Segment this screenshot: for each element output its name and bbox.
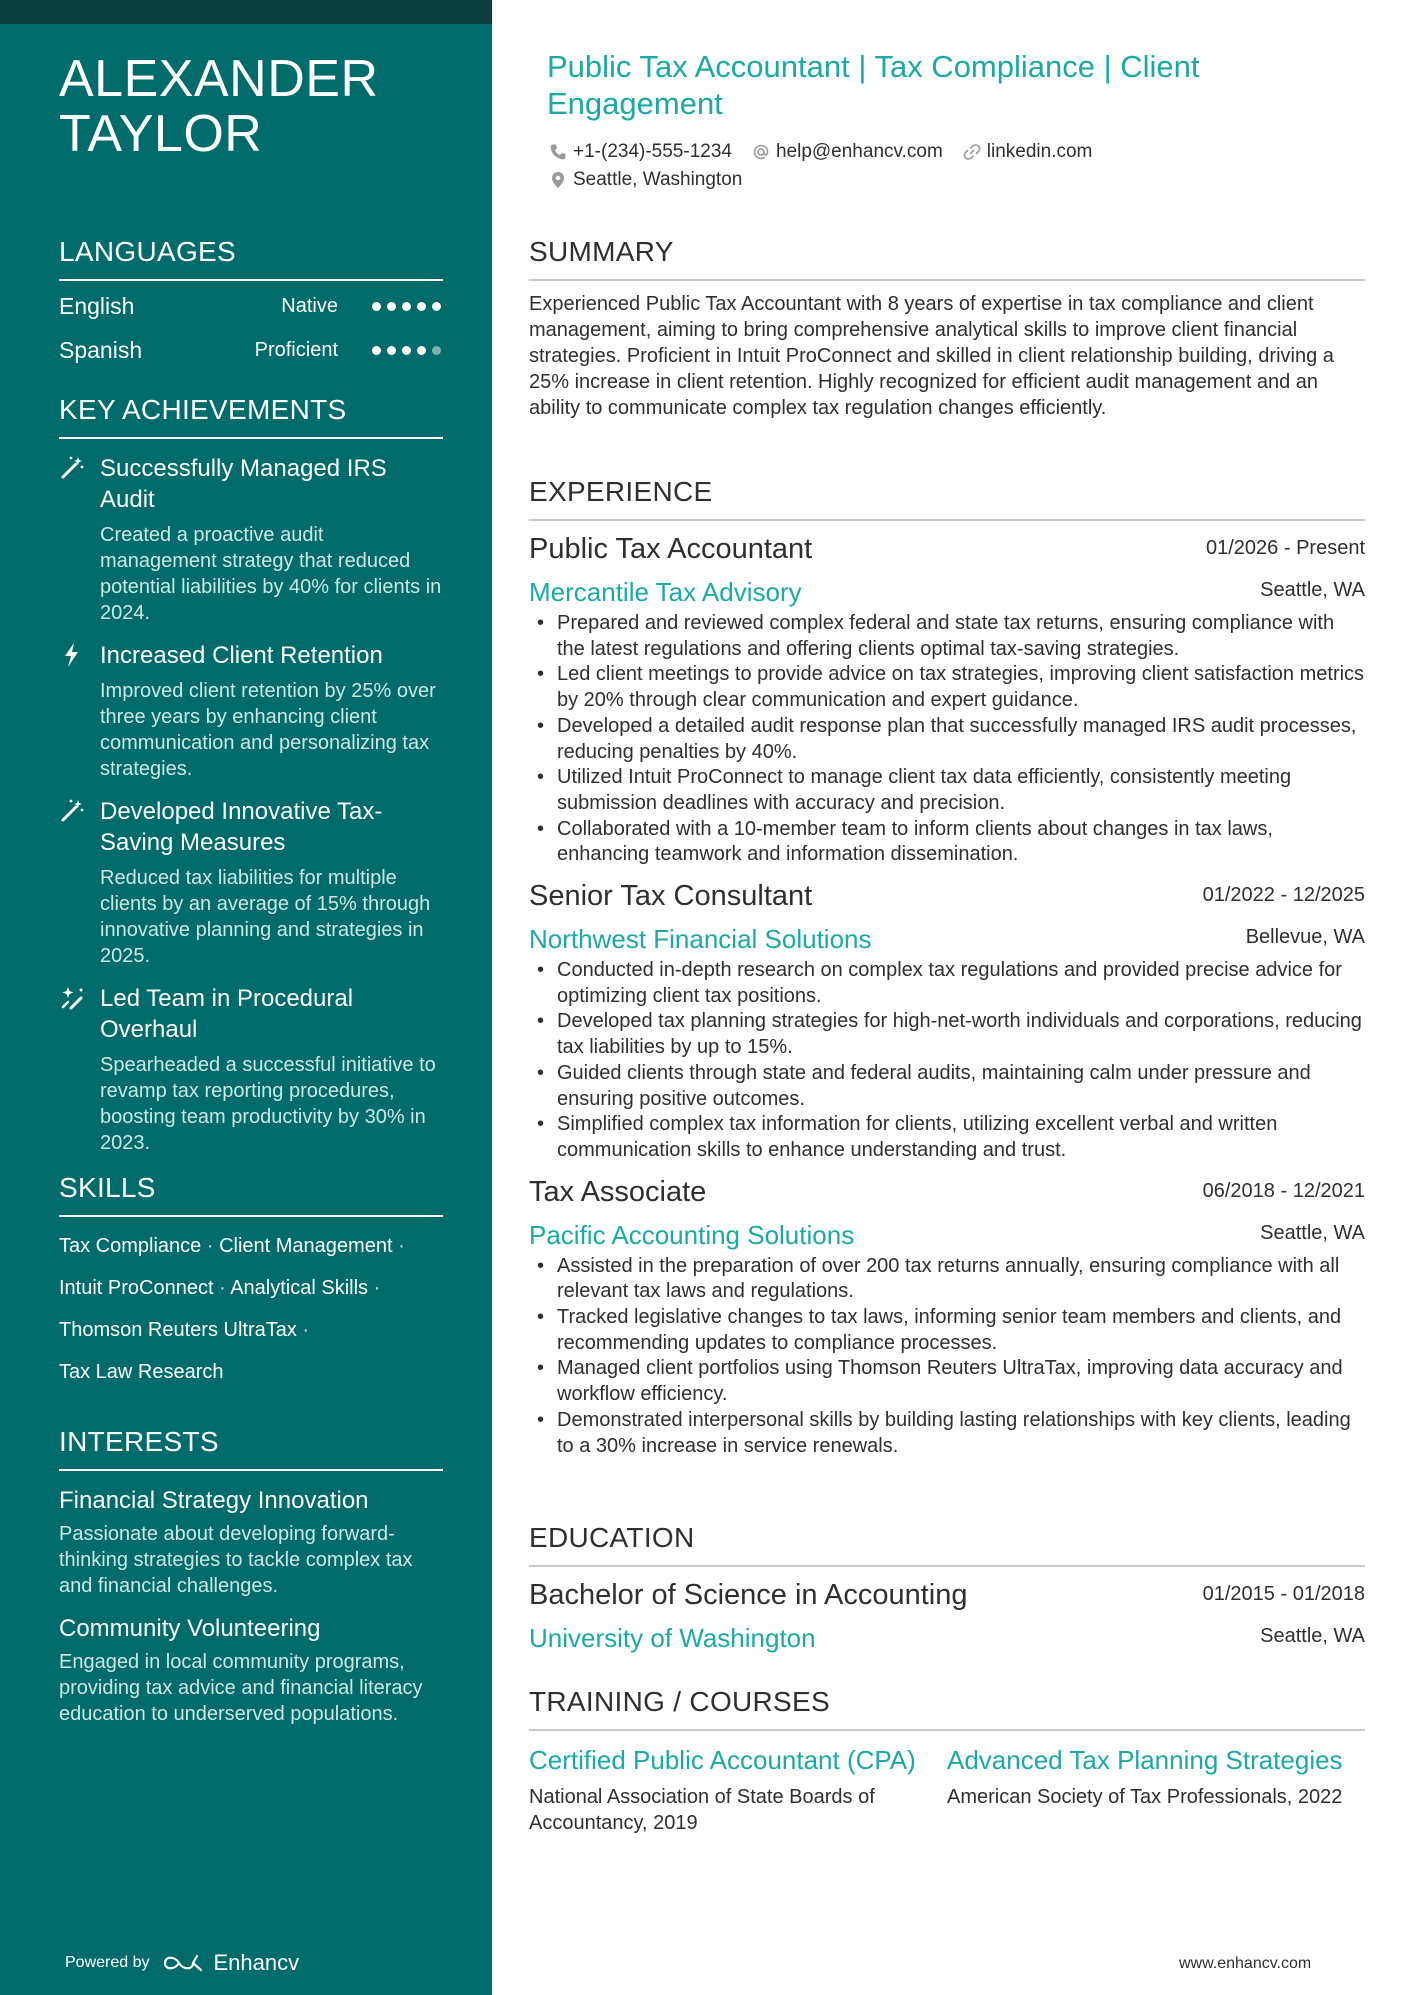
experience-section xyxy=(529,476,1365,1459)
at-icon xyxy=(752,143,770,161)
education-heading: EDUCATION xyxy=(529,1522,1365,1567)
languages-section xyxy=(59,236,443,371)
bullet-item: • Assisted in the preparation of over 200 tax returns annually, ensuring compliance with all relevant tax laws and regulations. xyxy=(535,1254,1365,1305)
interest-desc: Engaged in local community programs, providing tax advice and financial literacy education to underserved populations. xyxy=(59,1651,423,1725)
experience-heading: EXPERIENCE xyxy=(529,476,1365,521)
bullet-item: • Tracked legislative changes to tax laws, informing senior team members and clients, and recommending updates to compliance processes. xyxy=(535,1305,1365,1356)
achievements-heading: KEY ACHIEVEMENTS xyxy=(59,394,443,439)
job-title: Public Tax Accountant xyxy=(529,533,813,565)
achievement-title: Led Team in Procedural Overhaul xyxy=(100,985,354,1043)
interests-heading: INTERESTS xyxy=(59,1426,443,1471)
education-section xyxy=(529,1522,1365,1657)
school-location: Seattle, WA xyxy=(1260,1625,1365,1647)
bullet-item: • Prepared and reviewed complex federal and state tax returns, ensuring compliance with the latest regulations and offering clients optimal tax-saving strategies. xyxy=(535,611,1365,662)
rating-dot xyxy=(417,302,426,311)
headline: Public Tax Accountant | Tax Compliance | Client Engagement xyxy=(547,49,1200,121)
powered-by-label: Powered by xyxy=(65,1954,150,1971)
company-name: Northwest Financial Solutions xyxy=(529,924,872,955)
achievement-title: Developed Innovative Tax-Saving Measures xyxy=(100,798,383,856)
course-title: Certified Public Accountant (CPA) xyxy=(529,1745,916,1775)
shooting-star-icon xyxy=(59,985,85,1011)
summary-text: Experienced Public Tax Accountant with 8 years of expertise in tax compliance and client management, aiming to bring comprehensive analytical skills to improve client financial strategies. Proficient in Intuit ProConnect and skilled in client relationship building, driving a 25% increase in client retention. Highly recognized for efficient audit management and an ability to communicate complex tax regulation changes efficiently. xyxy=(529,293,1334,419)
training-section xyxy=(529,1686,1365,1836)
achievement-item xyxy=(59,983,443,1156)
bullet-item: • Demonstrated interpersonal skills by building lasting relationships with key clients, leading to a 30% increase in service renewals. xyxy=(535,1408,1365,1459)
achievement-item xyxy=(59,453,443,626)
interest-item xyxy=(59,1485,443,1599)
contact-phone[interactable] xyxy=(549,141,732,163)
achievement-item xyxy=(59,640,443,782)
language-level: Native xyxy=(281,295,338,317)
skill-tag: Thomson Reuters UltraTax xyxy=(59,1319,297,1341)
bullet-item: • Collaborated with a 10-member team to inform clients about changes in tax laws, enhancing teamwork and information dissemination. xyxy=(535,817,1365,868)
job-location: Seattle, WA xyxy=(1260,1221,1365,1244)
education-dates: 01/2015 - 01/2018 xyxy=(1202,1583,1365,1605)
rating-dot xyxy=(372,346,381,355)
bullet-item: • Led client meetings to provide advice on tax strategies, improving client satisfaction metrics by 20% through clear communication and expert guidance. xyxy=(535,662,1365,713)
job-title: Senior Tax Consultant xyxy=(529,880,813,913)
interest-title: Community Volunteering xyxy=(59,1615,321,1642)
achievements-section xyxy=(59,394,443,1156)
rating-dot xyxy=(432,302,441,311)
bullet-item: • Guided clients through state and federal audits, maintaining calm under pressure and ensuring positive outcomes. xyxy=(535,1061,1365,1112)
skill-tag: Intuit ProConnect xyxy=(59,1277,214,1299)
skill-tag: Client Management xyxy=(219,1235,393,1257)
summary-section xyxy=(529,236,1365,421)
skill-tag: Tax Law Research xyxy=(59,1361,224,1383)
skill-tag: Analytical Skills xyxy=(230,1277,369,1299)
job-location: Bellevue, WA xyxy=(1245,926,1365,949)
location-text: Seattle, Washington xyxy=(573,169,743,190)
contact-linkedin[interactable] xyxy=(963,141,1093,163)
job-dates: 01/2026 - Present xyxy=(1206,537,1365,559)
phone-text: +1-(234)-555-1234 xyxy=(573,141,732,162)
contact-email[interactable] xyxy=(752,141,943,163)
language-level: Proficient xyxy=(254,339,338,361)
job-title: Tax Associate xyxy=(529,1175,707,1208)
achievement-desc: Reduced tax liabilities for multiple clients by an average of 15% through innovative planning and strategies in 2025. xyxy=(100,867,431,967)
achievement-desc: Created a proactive audit management strategy that reduced potential liabilities by 40% for clients in 2024. xyxy=(100,524,442,624)
language-rating xyxy=(372,302,441,311)
language-row xyxy=(59,327,443,371)
job-entry xyxy=(529,880,1365,1164)
link-icon xyxy=(963,143,981,161)
language-name: Spanish xyxy=(59,337,143,363)
job-bullets xyxy=(535,611,1365,868)
lightning-bolt-icon xyxy=(59,642,85,668)
location-pin-icon xyxy=(549,171,567,189)
rating-dot xyxy=(432,346,441,355)
languages-heading: LANGUAGES xyxy=(59,236,443,281)
course-item xyxy=(529,1745,947,1836)
achievement-title: Successfully Managed IRS Audit xyxy=(100,455,387,513)
footer-website[interactable]: www.enhancv.com xyxy=(1179,1955,1312,1972)
job-dates: 06/2018 - 12/2021 xyxy=(1202,1179,1365,1202)
training-heading: TRAINING / COURSES xyxy=(529,1686,1365,1731)
company-name: Pacific Accounting Solutions xyxy=(529,1219,855,1250)
achievement-desc: Spearheaded a successful initiative to revamp tax reporting procedures, boosting team productivity by 30% in 2023. xyxy=(100,1054,436,1154)
achievement-title: Increased Client Retention xyxy=(100,642,383,669)
rating-dot xyxy=(417,346,426,355)
language-row xyxy=(59,283,443,327)
interest-item xyxy=(59,1613,443,1727)
education-entry xyxy=(529,1579,1365,1657)
contact-location xyxy=(549,169,742,191)
summary-heading: SUMMARY xyxy=(529,236,1365,281)
candidate-name: ALEXANDER TAYLOR xyxy=(59,50,379,163)
phone-icon xyxy=(549,143,567,161)
rating-dot xyxy=(402,346,411,355)
email-text: help@enhancv.com xyxy=(775,141,943,162)
sidebar xyxy=(0,0,492,1995)
sidebar-top-strip xyxy=(0,0,492,24)
bullet-item: • Developed a detailed audit response plan that successfully managed IRS audit processes, reducing penalties by 40%. xyxy=(535,714,1365,765)
bullet-item: • Developed tax planning strategies for high-net-worth individuals and corporations, reducing tax liabilities by up to 15%. xyxy=(535,1009,1365,1060)
interest-desc: Passionate about developing forward-thinking strategies to tackle complex tax and financial challenges. xyxy=(59,1523,413,1597)
skills-section xyxy=(59,1172,443,1401)
skill-tag: Tax Compliance xyxy=(59,1235,202,1257)
job-bullets xyxy=(535,1254,1365,1460)
course-desc: American Society of Tax Professionals, 2022 xyxy=(947,1786,1343,1808)
bullet-item: • Conducted in-depth research on complex tax regulations and provided precise advice for optimizing client tax positions. xyxy=(535,958,1365,1009)
enhancv-logo-icon xyxy=(162,1952,206,1974)
achievement-desc: Improved client retention by 25% over three years by enhancing client communication and personalizing tax strategies. xyxy=(100,680,436,780)
job-entry xyxy=(529,533,1365,868)
rating-dot xyxy=(387,346,396,355)
job-dates: 01/2022 - 12/2025 xyxy=(1202,884,1365,907)
course-desc: National Association of State Boards of Accountancy, 2019 xyxy=(529,1786,875,1834)
bullet-item: • Utilized Intuit ProConnect to manage client tax data efficiently, consistently meeting submission deadlines with accuracy and precision. xyxy=(535,765,1365,816)
job-bullets xyxy=(535,958,1365,1164)
magic-wand-icon xyxy=(59,798,85,824)
company-name: Mercantile Tax Advisory xyxy=(529,577,802,607)
course-title: Advanced Tax Planning Strategies xyxy=(947,1745,1343,1775)
bullet-item: • Managed client portfolios using Thomson Reuters UltraTax, improving data accuracy and workflow efficiency. xyxy=(535,1356,1365,1407)
interests-section xyxy=(59,1426,443,1727)
enhancv-logo[interactable] xyxy=(162,1950,300,1976)
language-rating xyxy=(372,346,441,355)
rating-dot xyxy=(402,302,411,311)
achievement-item xyxy=(59,796,443,969)
bullet-item: • Simplified complex tax information for clients, utilizing excellent verbal and written communication skills to enhance understanding and trust. xyxy=(535,1112,1365,1163)
degree-title: Bachelor of Science in Accounting xyxy=(529,1579,968,1611)
rating-dot xyxy=(372,302,381,311)
contact-info xyxy=(549,138,1349,194)
skills-list: Tax Compliance · Client Management · Intuit ProConnect · Analytical Skills · Thomson Reuters UltraTax · Tax Law Research xyxy=(59,1235,405,1383)
language-name: English xyxy=(59,293,135,319)
magic-wand-icon xyxy=(59,455,85,481)
rating-dot xyxy=(387,302,396,311)
job-location: Seattle, WA xyxy=(1260,579,1365,601)
course-item xyxy=(947,1745,1365,1836)
powered-by xyxy=(65,1950,299,1976)
job-entry xyxy=(529,1176,1365,1460)
enhancv-brand: Enhancv xyxy=(213,1950,300,1975)
courses-list xyxy=(529,1745,1365,1836)
skills-heading: SKILLS xyxy=(59,1172,443,1217)
interest-title: Financial Strategy Innovation xyxy=(59,1487,369,1514)
school-name: University of Washington xyxy=(529,1623,816,1653)
linkedin-text: linkedin.com xyxy=(986,141,1093,162)
